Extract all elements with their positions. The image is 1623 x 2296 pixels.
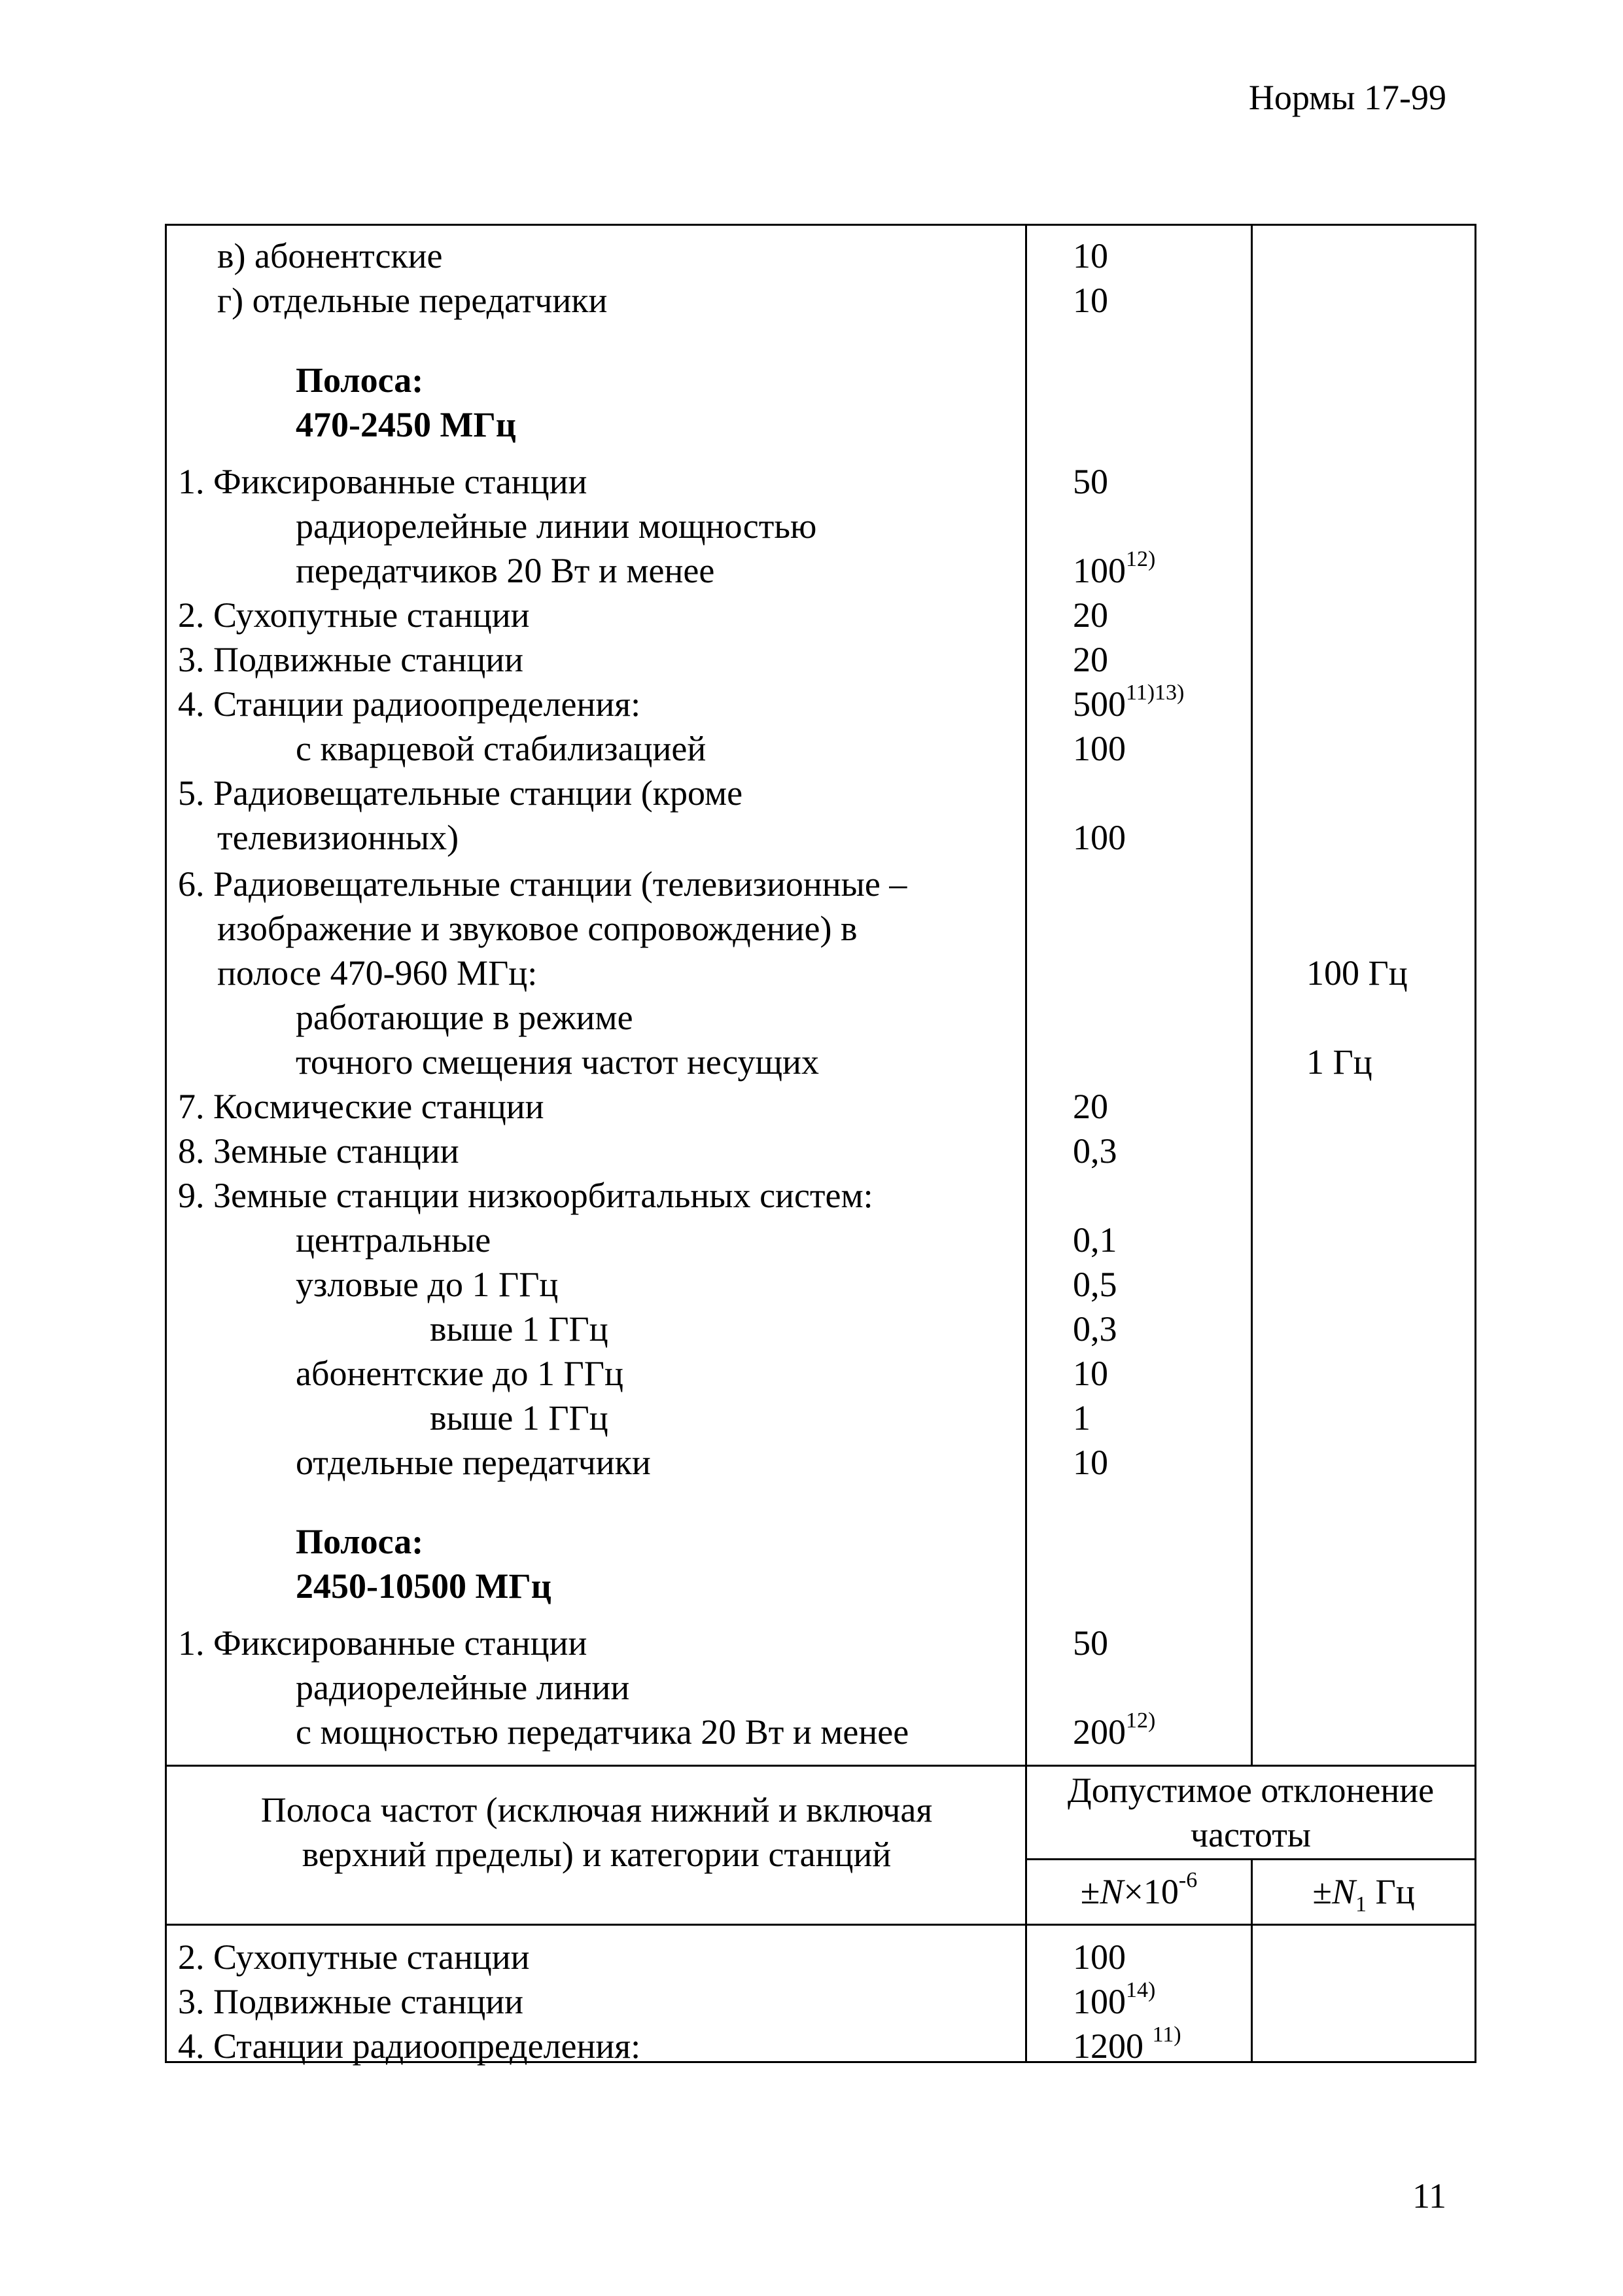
row-value-ppm	[1073, 1351, 1108, 1396]
hz-unit: Гц	[1367, 1872, 1415, 1911]
header-sub-line	[1025, 1858, 1476, 1860]
page-number: 11	[1412, 2176, 1446, 2216]
row-value-ppm	[1073, 1396, 1091, 1440]
plus-minus-sign: ±	[1080, 1872, 1100, 1911]
row-value-ppm	[1073, 1621, 1108, 1665]
row-label: Полоса:	[296, 1522, 424, 1561]
subscript-1: 1	[1355, 1892, 1367, 1916]
row-label: 2450-10500 МГц	[296, 1566, 551, 1606]
frequency-tolerance-table	[165, 224, 1476, 2066]
tolerance-value: 20	[1073, 640, 1108, 679]
row-label: радиорелейные линии	[296, 1668, 630, 1707]
row-label: 1. Фиксированные станции	[178, 462, 587, 501]
row-label: с мощностью передатчика 20 Вт и менее	[296, 1712, 909, 1752]
tolerance-value: 1200	[1073, 2026, 1153, 2066]
row-value-ppm	[1073, 1440, 1108, 1485]
header-deviation-label: Допустимое отклонение частоты	[1067, 1771, 1435, 1854]
row-label: 3. Подвижные станции	[178, 640, 524, 679]
tolerance-value: 10	[1073, 236, 1108, 275]
row-value-ppm	[1073, 593, 1108, 637]
row-value-ppm	[1073, 1084, 1108, 1129]
row-label: с кварцевой стабилизацией	[296, 729, 707, 768]
row-label: 1. Фиксированные станции	[178, 1623, 587, 1663]
n1-symbol: N	[1331, 1872, 1356, 1911]
tolerance-value: 10	[1073, 1443, 1108, 1482]
header-col3-label	[1253, 1869, 1475, 1914]
n-symbol: N	[1100, 1872, 1124, 1911]
header-top-line	[165, 1765, 1476, 1767]
header-col2-label	[1027, 1869, 1251, 1914]
row-value-ppm	[1073, 1129, 1117, 1173]
tolerance-value: 0,3	[1073, 1309, 1117, 1349]
tolerance-value: 100	[1073, 551, 1126, 590]
row-value-ppm	[1073, 726, 1126, 771]
row-label: 4. Станции радиоопределения:	[178, 684, 641, 724]
footnote-ref: 12)	[1126, 1708, 1156, 1733]
footnote-ref: 14)	[1126, 1978, 1156, 2002]
row-label: 2. Сухопутные станции	[178, 1937, 530, 1977]
row-label: центральные	[296, 1220, 491, 1260]
row-label: 9. Земные станции низкоорбитальных систем:	[178, 1176, 873, 1215]
table-border-left	[165, 224, 167, 2063]
tolerance-value: 10	[1073, 1354, 1108, 1393]
table-border-top	[165, 224, 1476, 226]
row-label: абонентские до 1 ГГц	[296, 1354, 623, 1393]
row-value-ppm	[1073, 234, 1108, 278]
row-label: 3. Подвижные станции	[178, 1982, 524, 2021]
tolerance-value: 20	[1073, 1087, 1108, 1126]
row-label: 7. Космические станции	[178, 1087, 544, 1126]
tolerance-value: 0,1	[1073, 1220, 1117, 1260]
footnote-ref: 12)	[1126, 547, 1156, 571]
footnote-ref: 11)	[1152, 2022, 1181, 2047]
row-value-ppm	[1073, 1710, 1155, 1754]
row-value-ppm	[1073, 1935, 1126, 1979]
row-value-ppm	[1073, 1979, 1155, 2024]
tolerance-value: 10	[1073, 281, 1108, 320]
row-value-ppm	[1073, 637, 1108, 682]
row-label: точного смещения частот несущих	[296, 1042, 819, 1082]
tolerance-value: 100	[1073, 818, 1126, 857]
column-divider-1	[1025, 224, 1027, 2063]
row-value-ppm	[1073, 1218, 1117, 1262]
row-label: Полоса:	[296, 361, 424, 400]
row-value-ppm	[1073, 548, 1155, 593]
times-ten: ×10	[1123, 1872, 1179, 1911]
row-label: изображение и звуковое сопровождение) в	[217, 909, 858, 948]
row-label: 2. Сухопутные станции	[178, 595, 530, 635]
row-value-hz: 1 Гц	[1306, 1042, 1372, 1082]
tolerance-value: 50	[1073, 462, 1108, 501]
document-header: Нормы 17-99	[1248, 78, 1446, 117]
tolerance-value: 200	[1073, 1712, 1126, 1752]
row-label: г) отдельные передатчики	[217, 281, 608, 320]
tolerance-value: 100	[1073, 1982, 1126, 2021]
row-label: передатчиков 20 Вт и менее	[296, 551, 715, 590]
tolerance-value: 1	[1073, 1398, 1091, 1438]
row-label: 5. Радиовещательные станции (кроме	[178, 773, 743, 813]
row-label: выше 1 ГГц	[430, 1398, 608, 1438]
tolerance-value: 0,5	[1073, 1265, 1117, 1304]
row-value-ppm	[1073, 2024, 1181, 2068]
tolerance-value: 100	[1073, 729, 1126, 768]
footnote-ref: 11)13)	[1126, 680, 1185, 705]
tolerance-value: 0,3	[1073, 1131, 1117, 1171]
header-band-label: Полоса частот (исключая нижний и включая верхний пределы) и категории станций	[260, 1790, 933, 1874]
row-value-ppm	[1073, 278, 1108, 323]
exponent: -6	[1178, 1868, 1198, 1892]
plus-minus-sign: ±	[1312, 1872, 1332, 1911]
row-label: отдельные передатчики	[296, 1443, 651, 1482]
row-label: телевизионных)	[217, 818, 459, 857]
tolerance-value: 100	[1073, 1937, 1126, 1977]
row-value-ppm	[1073, 1307, 1117, 1351]
row-label: в) абонентские	[217, 236, 443, 275]
row-value-ppm	[1073, 459, 1108, 504]
tolerance-value: 500	[1073, 684, 1126, 724]
tolerance-value: 20	[1073, 595, 1108, 635]
row-label: 4. Станции радиоопределения:	[178, 2026, 641, 2066]
column-divider-2-upper	[1251, 224, 1253, 1765]
table-border-right	[1475, 224, 1476, 2063]
row-label: 470-2450 МГц	[296, 405, 516, 444]
row-value-ppm	[1073, 815, 1126, 860]
header-bottom-line	[165, 1924, 1476, 1926]
row-label: полосе 470-960 МГц:	[217, 953, 538, 993]
row-label: выше 1 ГГц	[430, 1309, 608, 1349]
row-label: 6. Радиовещательные станции (телевизионные –	[178, 864, 907, 904]
row-value-ppm	[1073, 682, 1184, 726]
row-label: радиорелейные линии мощностью	[296, 506, 817, 546]
row-label: 8. Земные станции	[178, 1131, 459, 1171]
row-value-ppm	[1073, 1262, 1117, 1307]
row-label: работающие в режиме	[296, 998, 633, 1037]
row-value-hz: 100 Гц	[1306, 953, 1408, 993]
row-label: узловые до 1 ГГц	[296, 1265, 559, 1304]
tolerance-value: 50	[1073, 1623, 1108, 1663]
